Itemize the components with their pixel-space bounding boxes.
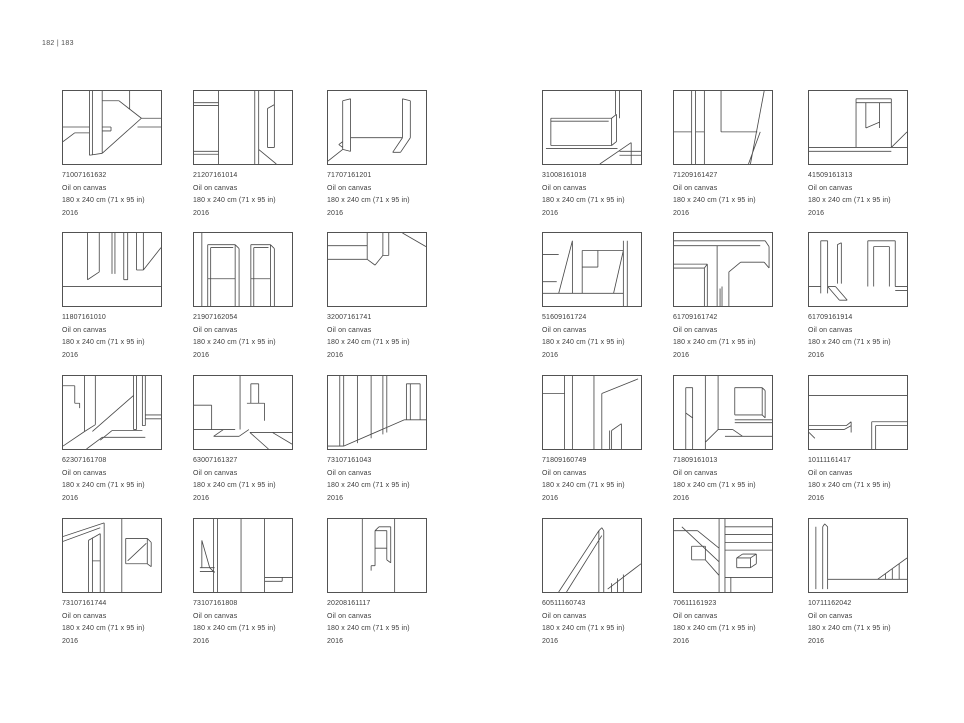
artwork-dimensions: 180 x 240 cm (71 x 95 in) [808,482,891,489]
artwork-dimensions: 180 x 240 cm (71 x 95 in) [542,625,625,632]
artwork-medium: Oil on canvas [673,469,718,477]
artwork-figure [808,375,908,505]
artwork-line-drawing [543,91,641,164]
artwork-year: 2016 [193,494,210,502]
artwork-thumbnail [62,518,162,593]
artwork-caption [808,170,908,220]
artwork-caption [542,312,642,362]
artwork-id: 10711162042 [808,600,852,607]
artwork-id: 71707161201 [327,172,372,179]
artwork-figure [673,90,773,220]
artwork-dimensions: 180 x 240 cm (71 x 95 in) [673,482,756,489]
artwork-dimensions: 180 x 240 cm (71 x 95 in) [327,482,410,489]
artwork-year: 2016 [808,637,825,645]
artwork-dimensions: 180 x 240 cm (71 x 95 in) [193,482,276,489]
artwork-line-drawing [63,91,161,164]
artwork-medium: Oil on canvas [327,612,372,620]
artwork-figure [808,90,908,220]
artwork-id: 71209161427 [673,172,718,179]
artwork-caption [808,455,908,505]
line-art-path [362,519,394,592]
artwork-caption [327,455,427,505]
artwork-caption [193,598,293,648]
artwork-thumbnail [542,375,642,450]
artwork-year: 2016 [327,209,344,217]
artwork-figure [673,375,773,505]
artwork-thumbnail [327,375,427,450]
artwork-medium: Oil on canvas [542,326,587,334]
line-art-path [328,99,410,161]
artwork-medium: Oil on canvas [193,612,238,620]
artwork-medium: Oil on canvas [327,184,372,192]
artwork-medium: Oil on canvas [673,326,718,334]
artwork-caption [542,170,642,220]
line-art-path [194,376,292,449]
artwork-thumbnail [808,375,908,450]
artwork-dimensions: 180 x 240 cm (71 x 95 in) [193,339,276,346]
artwork-id: 63007161327 [193,457,238,464]
line-art-path [809,99,907,152]
line-art-path [546,91,641,164]
artwork-thumbnail [327,90,427,165]
artwork-thumbnail [673,518,773,593]
artwork-medium: Oil on canvas [808,326,853,334]
artwork-line-drawing [674,233,772,306]
artwork-id: 20208161117 [327,600,371,607]
line-art-path [63,91,161,155]
artwork-id: 41509161313 [808,172,853,179]
artwork-id: 60511160743 [542,600,586,607]
artwork-line-drawing [194,376,292,449]
artwork-year: 2016 [673,351,690,359]
artwork-id: 70611161923 [673,600,717,607]
line-art-path [686,376,772,449]
artwork-thumbnail [542,90,642,165]
artwork-thumbnail [808,518,908,593]
artwork-year: 2016 [193,637,210,645]
artwork-figure [62,90,162,220]
artwork-line-drawing [328,91,426,164]
artwork-id: 71007161632 [62,172,107,179]
artwork-id: 21907162054 [193,314,238,321]
artwork-thumbnail [673,232,773,307]
artwork-medium: Oil on canvas [673,612,718,620]
artwork-figure [808,232,908,362]
line-art-path [202,233,275,306]
artwork-line-drawing [328,233,426,306]
artwork-dimensions: 180 x 240 cm (71 x 95 in) [542,482,625,489]
artwork-caption [193,455,293,505]
artwork-dimensions: 180 x 240 cm (71 x 95 in) [327,625,410,632]
artwork-medium: Oil on canvas [62,326,107,334]
artwork-caption [673,312,773,362]
artwork-caption [62,170,162,220]
artwork-line-drawing [63,233,161,306]
artwork-year: 2016 [808,494,825,502]
artwork-line-drawing [328,519,426,592]
artwork-caption [193,312,293,362]
artwork-medium: Oil on canvas [327,469,372,477]
artwork-medium: Oil on canvas [808,469,853,477]
artwork-thumbnail [327,518,427,593]
line-art-path [674,91,764,164]
artwork-id: 11807161010 [62,314,106,321]
artwork-caption [808,598,908,648]
artwork-id: 73107161043 [327,457,372,464]
line-art-path [674,519,772,592]
line-art-path [328,233,426,265]
artwork-medium: Oil on canvas [808,184,853,192]
artwork-line-drawing [809,91,907,164]
artwork-medium: Oil on canvas [542,469,587,477]
line-art-path [200,519,292,592]
artwork-figure [327,518,427,648]
artwork-medium: Oil on canvas [193,469,238,477]
artwork-year: 2016 [542,209,559,217]
artwork-thumbnail [193,232,293,307]
artwork-figure [193,518,293,648]
artwork-figure [193,232,293,362]
artwork-year: 2016 [62,209,79,217]
artwork-caption [62,455,162,505]
artwork-dimensions: 180 x 240 cm (71 x 95 in) [808,625,891,632]
artwork-dimensions: 180 x 240 cm (71 x 95 in) [542,197,625,204]
artwork-year: 2016 [673,494,690,502]
artwork-thumbnail [193,375,293,450]
artwork-figure [327,232,427,362]
artwork-figure [193,375,293,505]
artwork-dimensions: 180 x 240 cm (71 x 95 in) [62,625,145,632]
page-folio: 182 | 183 [42,40,74,47]
artwork-line-drawing [194,91,292,164]
artwork-figure [327,375,427,505]
artwork-dimensions: 180 x 240 cm (71 x 95 in) [808,197,891,204]
artwork-dimensions: 180 x 240 cm (71 x 95 in) [193,625,276,632]
artwork-dimensions: 180 x 240 cm (71 x 95 in) [327,339,410,346]
artwork-dimensions: 180 x 240 cm (71 x 95 in) [542,339,625,346]
line-art-path [543,241,627,306]
artwork-figure [62,518,162,648]
artwork-thumbnail [193,90,293,165]
artwork-year: 2016 [542,494,559,502]
artwork-line-drawing [809,233,907,306]
artwork-line-drawing [194,519,292,592]
artwork-thumbnail [62,232,162,307]
line-art-path [559,528,641,592]
artwork-id: 73107161808 [193,600,238,607]
artwork-line-drawing [328,376,426,449]
artwork-line-drawing [809,519,907,592]
artwork-year: 2016 [327,637,344,645]
artwork-figure [542,232,642,362]
artwork-line-drawing [674,376,772,449]
artwork-figure [62,375,162,505]
artwork-line-drawing [543,233,641,306]
artwork-thumbnail [542,518,642,593]
artwork-thumbnail [673,375,773,450]
artwork-id: 32007161741 [327,314,372,321]
line-art-path [809,241,907,300]
artwork-caption [673,598,773,648]
artwork-medium: Oil on canvas [808,612,853,620]
artwork-figure [62,232,162,362]
artwork-caption [62,312,162,362]
artwork-medium: Oil on canvas [193,326,238,334]
artwork-dimensions: 180 x 240 cm (71 x 95 in) [673,197,756,204]
line-art-path [63,519,151,592]
artwork-thumbnail [808,90,908,165]
artwork-medium: Oil on canvas [62,612,107,620]
artwork-caption [62,598,162,648]
line-art-path [816,524,907,589]
artwork-caption [808,312,908,362]
artwork-id: 21207161014 [193,172,238,179]
artwork-dimensions: 180 x 240 cm (71 x 95 in) [808,339,891,346]
artwork-line-drawing [809,376,907,449]
artwork-id: 10111161417 [808,457,851,464]
artwork-thumbnail [673,90,773,165]
artwork-figure [673,232,773,362]
artwork-id: 62307161708 [62,457,107,464]
artwork-figure [542,518,642,648]
artwork-figure [673,518,773,648]
line-art-path [63,233,161,287]
artwork-caption [327,312,427,362]
artwork-dimensions: 180 x 240 cm (71 x 95 in) [673,339,756,346]
artwork-dimensions: 180 x 240 cm (71 x 95 in) [673,625,756,632]
artwork-dimensions: 180 x 240 cm (71 x 95 in) [62,339,145,346]
artwork-year: 2016 [62,351,79,359]
artwork-medium: Oil on canvas [62,469,107,477]
artwork-caption [327,170,427,220]
artwork-line-drawing [63,376,161,449]
artwork-year: 2016 [542,351,559,359]
artwork-line-drawing [543,376,641,449]
artwork-line-drawing [674,519,772,592]
artwork-dimensions: 180 x 240 cm (71 x 95 in) [62,482,145,489]
artwork-line-drawing [674,91,772,164]
artwork-year: 2016 [193,209,210,217]
line-art-path [543,376,638,449]
artwork-id: 61709161914 [808,314,853,321]
artwork-year: 2016 [62,637,79,645]
artwork-figure [542,375,642,505]
artwork-year: 2016 [62,494,79,502]
artwork-id: 31008161018 [542,172,587,179]
line-art-path [63,376,161,449]
artwork-dimensions: 180 x 240 cm (71 x 95 in) [62,197,145,204]
line-art-path [674,241,769,306]
artwork-medium: Oil on canvas [542,184,587,192]
artwork-dimensions: 180 x 240 cm (71 x 95 in) [193,197,276,204]
artwork-year: 2016 [808,351,825,359]
artwork-medium: Oil on canvas [673,184,718,192]
artwork-figure [193,90,293,220]
line-art-path [194,91,276,164]
artwork-year: 2016 [327,494,344,502]
artwork-line-drawing [63,519,161,592]
artwork-year: 2016 [327,351,344,359]
artwork-figure [808,518,908,648]
artwork-year: 2016 [193,351,210,359]
artwork-year: 2016 [673,209,690,217]
line-art-path [328,376,426,446]
artwork-id: 71809161013 [673,457,718,464]
artwork-thumbnail [193,518,293,593]
artwork-thumbnail [62,90,162,165]
artwork-medium: Oil on canvas [193,184,238,192]
artwork-dimensions: 180 x 240 cm (71 x 95 in) [327,197,410,204]
artwork-caption [542,455,642,505]
artwork-medium: Oil on canvas [327,326,372,334]
artwork-figure [327,90,427,220]
artwork-caption [542,598,642,648]
artwork-line-drawing [194,233,292,306]
artwork-caption [327,598,427,648]
artwork-medium: Oil on canvas [542,612,587,620]
artwork-year: 2016 [808,209,825,217]
artwork-caption [193,170,293,220]
artwork-id: 71809160749 [542,457,587,464]
line-art-path [809,395,907,449]
artwork-caption [673,455,773,505]
artwork-thumbnail [62,375,162,450]
artwork-id: 61709161742 [673,314,718,321]
artwork-thumbnail [542,232,642,307]
artwork-id: 73107161744 [62,600,107,607]
artwork-figure [542,90,642,220]
artwork-thumbnail [808,232,908,307]
artwork-medium: Oil on canvas [62,184,107,192]
artwork-year: 2016 [542,637,559,645]
artwork-thumbnail [327,232,427,307]
artwork-id: 51609161724 [542,314,587,321]
artwork-caption [673,170,773,220]
artwork-year: 2016 [673,637,690,645]
artwork-line-drawing [543,519,641,592]
